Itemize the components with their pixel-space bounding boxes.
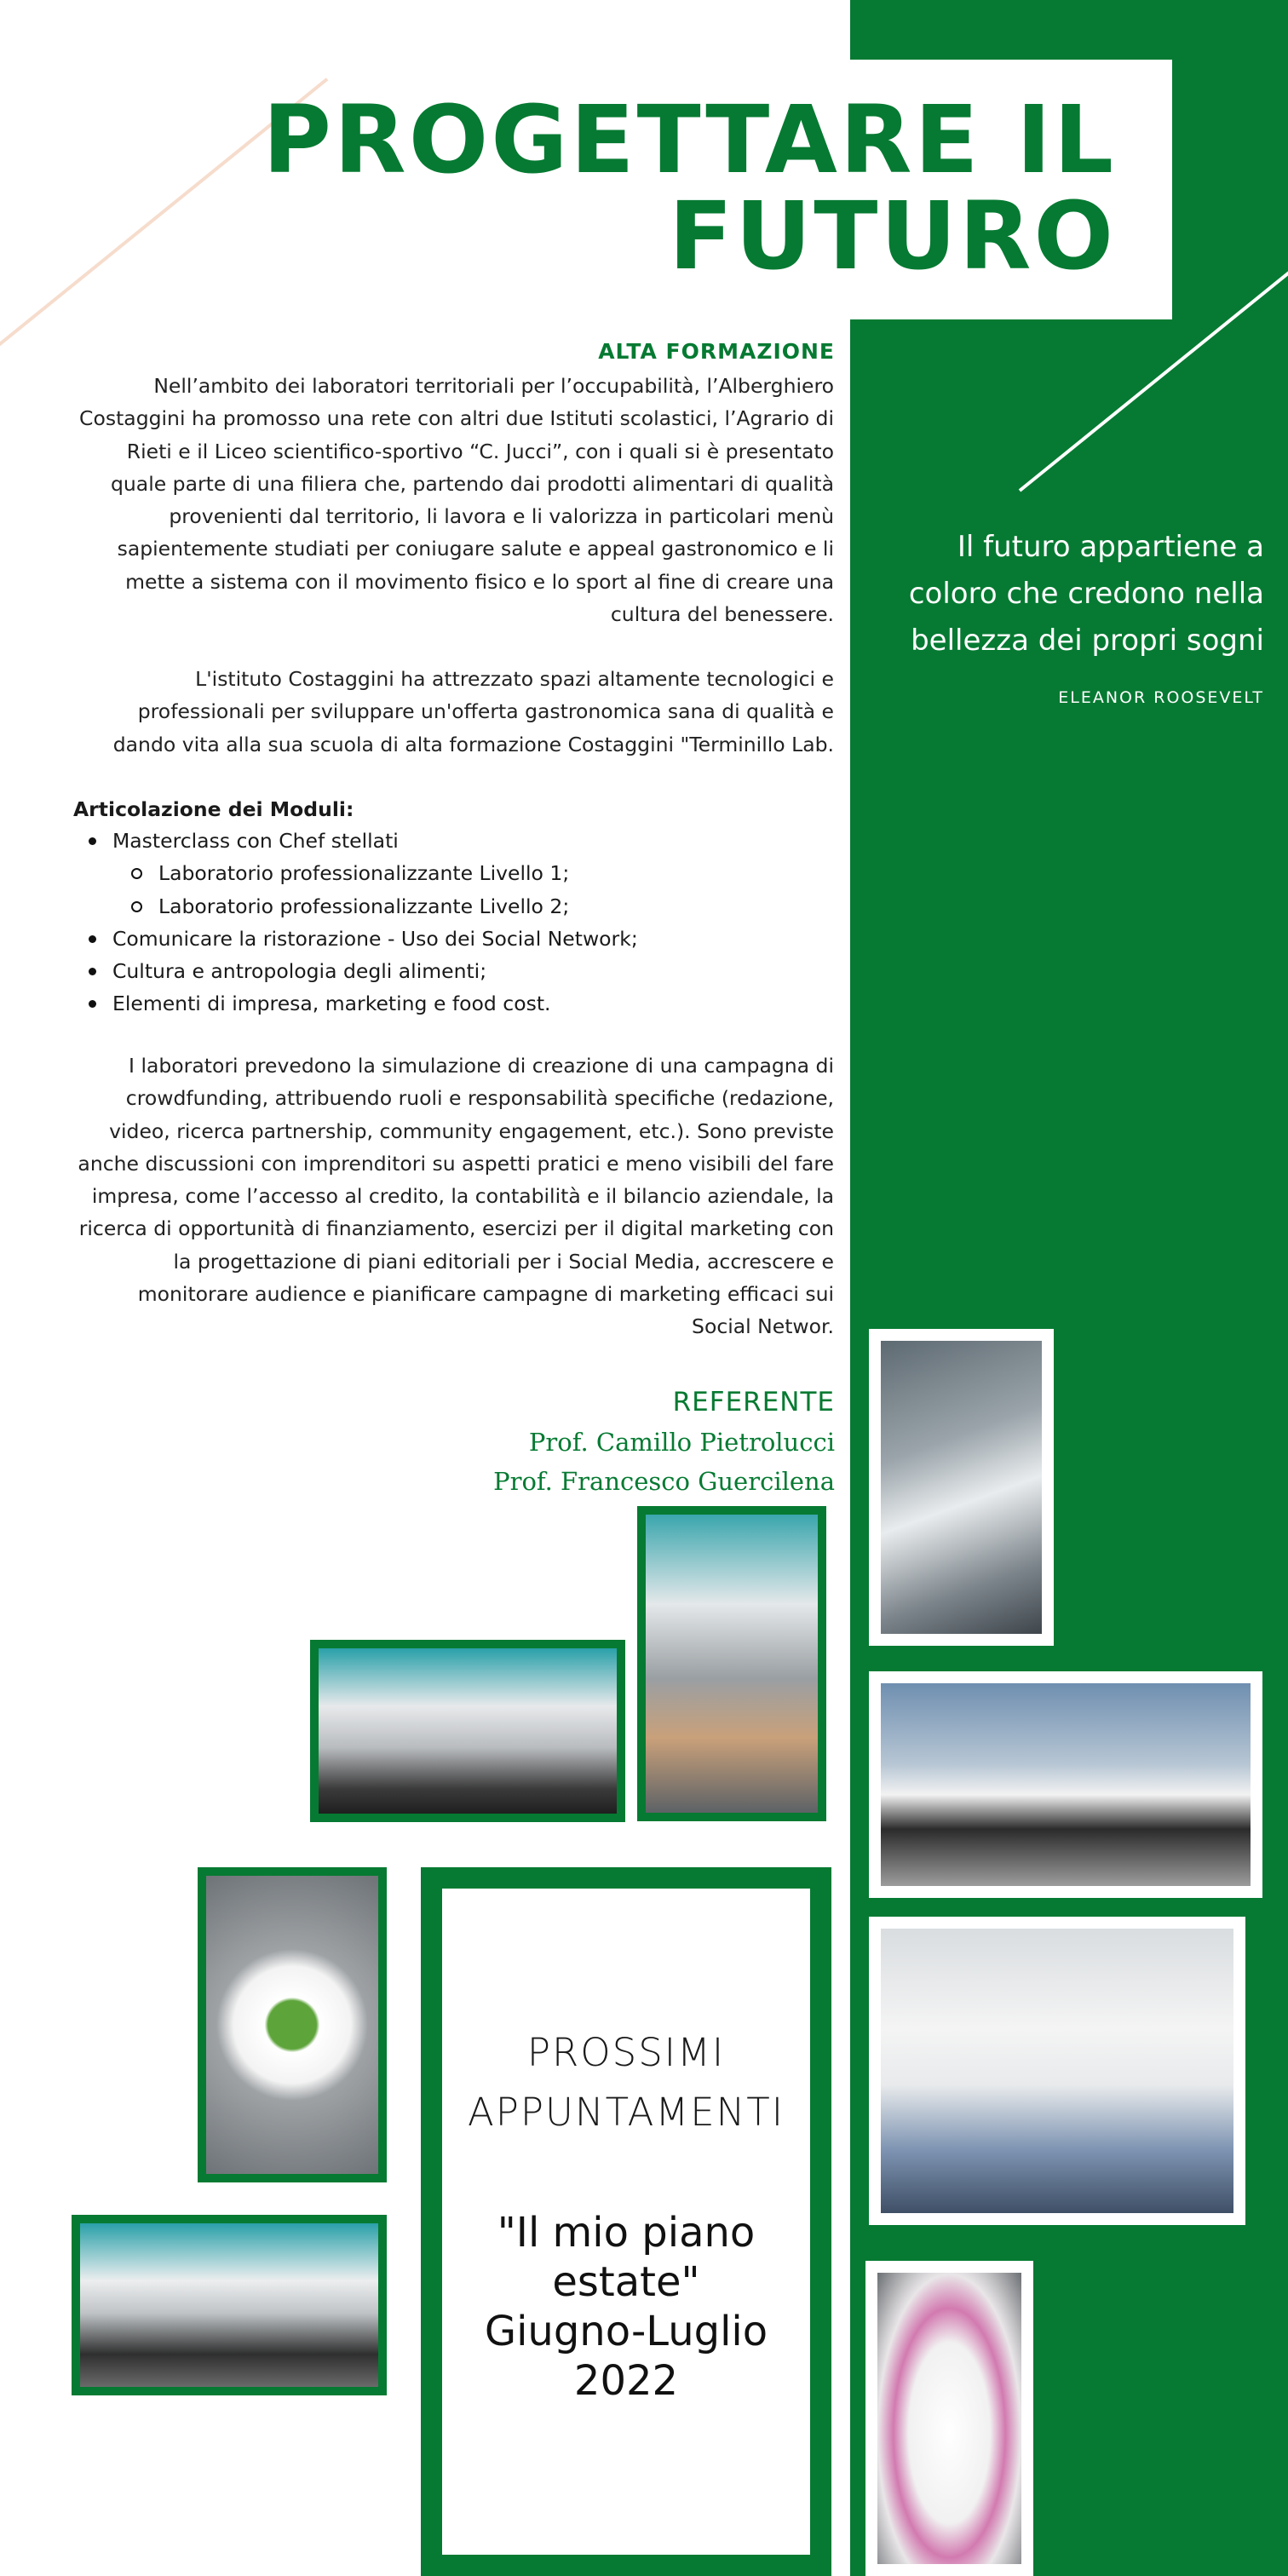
photo-students-outdoor	[869, 1917, 1245, 2225]
quote-author: ELEANOR ROOSEVELT	[1058, 688, 1264, 707]
module-item: Comunicare la ristorazione - Uso dei Social Network;	[73, 923, 840, 955]
announcement-title-line: PROSSIMI	[526, 2030, 726, 2075]
facility-paragraph: L'istituto Costaggini ha attrezzato spazi altamente tecnologici e professionali per sviluppare un'offerta gastronomica sana di qualità e dando vita alla sua scuola di alta formazione Costaggini "Terminillo Lab.	[112, 667, 834, 756]
event-date-line: Giugno-Luglio	[484, 2308, 768, 2355]
intro-paragraph: Nell’ambito dei laboratori territoriali per l’occupabilità, l’Alberghiero Costaggini ha promosso una rete con altri due Istituti scolastici, l’Agrario di Rieti e il Liceo scientifico-sportivo “C. Jucci”, con i quali si è presentato quale parte di una filiera che, partendo dai prodotti alimentari di qualità provenienti dal territorio, li lavora e li valorizza in particolari menù sapientemente studiati per coniugare salute e appeal gastronomico e li mette a sistema con il movimento fisico e lo sport al fine di creare una cultura del benessere.	[79, 374, 834, 627]
module-item: Masterclass con Chef stellati	[73, 825, 840, 857]
page-title: PROGETTARE IL FUTURO	[262, 85, 1116, 290]
event-name-line: estate"	[552, 2258, 700, 2306]
announcement-title	[442, 2023, 810, 2142]
referente-label: REFERENTE	[672, 1387, 835, 1417]
photo-plating-station	[637, 1506, 826, 1821]
photo-kitchen-lab	[72, 2215, 387, 2395]
modules-title: Articolazione dei Moduli:	[73, 797, 354, 821]
module-item: Cultura e antropologia degli alimenti;	[73, 955, 840, 987]
photo-kitchen-group	[869, 1671, 1262, 1898]
referente-name: Prof. Camillo Pietrolucci	[528, 1428, 835, 1457]
photo-cooking-class	[310, 1640, 625, 1822]
modules-list	[73, 825, 840, 1021]
module-item: Elementi di impresa, marketing e food cost.	[73, 987, 840, 1020]
event-name-line: "Il mio piano	[497, 2209, 756, 2257]
announcement-title-line: APPUNTAMENTI	[467, 2090, 785, 2135]
referente-name: Prof. Francesco Guercilena	[493, 1467, 835, 1496]
module-subitem: Laboratorio professionalizzante Livello 2;	[73, 890, 840, 923]
quote-text: Il futuro appartiene a coloro che credono nella bellezza dei propri sogni	[908, 530, 1264, 658]
announcement-event	[442, 2208, 810, 2406]
photo-green-soup-dish	[198, 1867, 387, 2182]
event-date-line: 2022	[573, 2357, 679, 2405]
module-subitem: Laboratorio professionalizzante Livello 1;	[73, 857, 840, 889]
labs-paragraph: I laboratori prevedono la simulazione di creazione di una campagna di crowdfunding, attribuendo ruoli e responsabilità specifiche (redazione, video, ricerca partnership, community engagement, etc.). Sono previste anche discussioni con imprenditori su aspetti pratici e meno visibili del fare impresa, come l’accesso al credito, la contabilità e il bilancio aziendale, la ricerca di opportunità di finanziamento, esercizi per il digital marketing con la progettazione di piani editoriali per i Social Media, accrescere e monitorare audience e pianificare campagne di marketing efficaci sui Social Networ.	[78, 1054, 834, 1339]
upcoming-events-box	[421, 1867, 831, 2576]
photo-plated-dish	[865, 2261, 1033, 2576]
section-heading: ALTA FORMAZIONE	[598, 339, 835, 364]
photo-chef-demonstration	[869, 1329, 1054, 1646]
